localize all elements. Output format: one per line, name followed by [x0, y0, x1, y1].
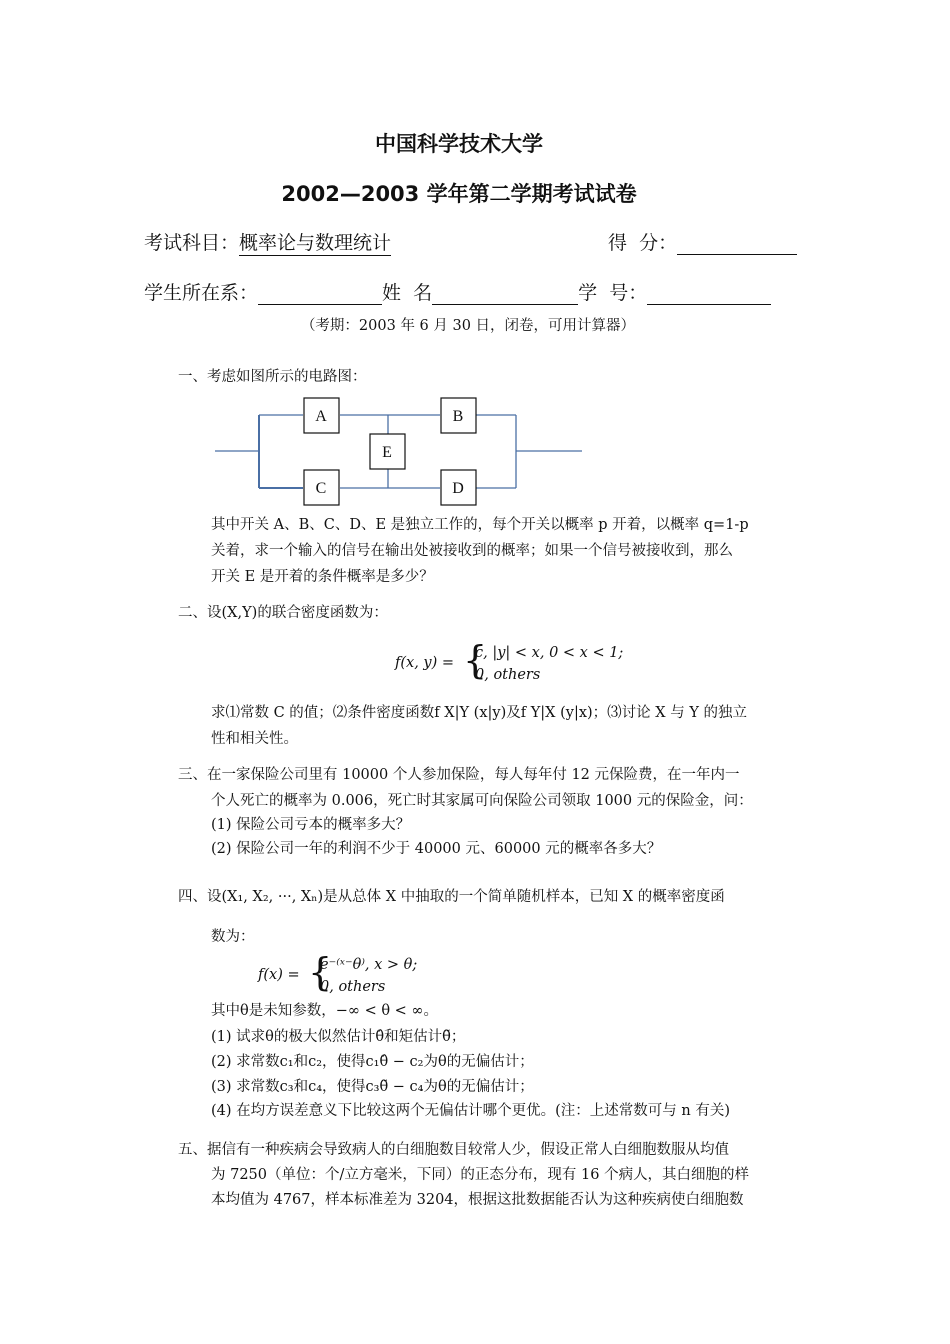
q2-f-lhs: f(x, y) = [395, 655, 455, 671]
q4-case1: e⁻⁽ˣ⁻θ⁾, x > θ; [320, 957, 418, 973]
subject-label: 考试科目： [144, 232, 240, 254]
exam-note: （考期：2003 年 6 月 30 日，闭卷，可用计算器） [300, 318, 636, 334]
q4-brace: { [308, 950, 333, 994]
dept-label: 学生所在系： [144, 282, 259, 304]
dept-blank[interactable] [258, 282, 382, 305]
q2-intro: 二、设(X,Y)的联合密度函数为： [178, 605, 388, 621]
q2-brace: { [463, 638, 488, 682]
q4-item3: (3) 求常数c₃和c₄，使得c₃θ̃ − c₄为θ的无偏估计； [211, 1079, 534, 1095]
name-label: 姓 名 [382, 282, 433, 304]
q5-line2: 为 7250（单位：个/立方毫米，下同）的正态分布，现有 16 个病人，其白细胞的样 [211, 1167, 750, 1183]
exam-title: 2002—2003 学年第二学期考试试卷 [281, 182, 637, 206]
switch-e-label: E [382, 444, 392, 461]
q3-line1: 三、在一家保险公司里有 10000 个人参加保险，每人每年付 12 元保险费，在一年内一 [178, 767, 740, 783]
q4-line3: 其中θ是未知参数，−∞ < θ < ∞。 [211, 1003, 439, 1019]
q1-intro: 一、考虑如图所示的电路图： [178, 369, 367, 385]
name-blank[interactable] [432, 282, 578, 305]
q2-case1: c, |y| < x, 0 < x < 1; [475, 645, 624, 661]
q2-line1: 求⑴常数 C 的值；⑵条件密度函数f X|Y (x|y)及f Y|X (y|x)；⑶讨论 X 与 Y 的独立 [211, 705, 748, 721]
q4-case2: 0, others [320, 979, 386, 995]
circuit-diagram [205, 393, 595, 511]
switch-d-label: D [452, 480, 464, 497]
q2-case2: 0, others [475, 667, 541, 683]
id-blank[interactable] [647, 282, 771, 305]
q2-line2: 性和相关性。 [211, 731, 298, 747]
switch-c-label: C [315, 480, 327, 497]
q4-item4: (4) 在均方误差意义下比较这两个无偏估计哪个更优。(注：上述常数可与 n 有关) [211, 1103, 731, 1119]
q3-line2: 个人死亡的概率为 0.006，死亡时其家属可向保险公司领取 1000 元的保险金，问： [211, 793, 753, 809]
university-title: 中国科学技术大学 [375, 132, 543, 156]
switch-b-label: B [452, 408, 464, 425]
q3-item2: (2) 保险公司一年的利润不少于 40000 元、60000 元的概率各多大？ [211, 841, 662, 857]
q1-line1: 其中开关 A、B、C、D、E 是独立工作的，每个开关以概率 p 开着，以概率 q=1-p [211, 517, 749, 533]
q4-f-lhs: f(x) = [258, 967, 300, 983]
subject-row [144, 228, 391, 255]
score-label: 得 分： [608, 232, 678, 254]
q3-item1: (1) 保险公司亏本的概率多大？ [211, 817, 411, 833]
q1-line3: 开关 E 是开着的条件概率是多少？ [211, 569, 434, 585]
q4-line1: 四、设(X₁, X₂, ···, Xₙ)是从总体 X 中抽取的一个简单随机样本，已知 X 的概率密度函 [178, 889, 725, 905]
q5-line1: 五、据信有一种疾病会导致病人的白细胞数目较常人少，假设正常人白细胞数服从均值 [178, 1142, 729, 1158]
switch-a-label: A [315, 408, 327, 425]
student-row [144, 278, 771, 305]
q4-item2: (2) 求常数c₁和c₂，使得c₁θ̂ − c₂为θ的无偏估计； [211, 1054, 534, 1070]
q4-line2: 数为： [211, 929, 255, 945]
q1-line2: 关着，求一个输入的信号在输出处被接收到的概率；如果一个信号被接收到，那么 [211, 543, 733, 559]
id-label: 学 号： [578, 282, 648, 304]
q4-item1: (1) 试求θ的极大似然估计θ̂和矩估计θ̃； [211, 1029, 466, 1045]
score-row [608, 228, 797, 255]
score-blank[interactable] [677, 232, 797, 255]
q5-line3: 本均值为 4767，样本标准差为 3204，根据这批数据能否认为这种疾病使白细胞数 [211, 1192, 744, 1208]
subject-value: 概率论与数理统计 [239, 232, 392, 254]
